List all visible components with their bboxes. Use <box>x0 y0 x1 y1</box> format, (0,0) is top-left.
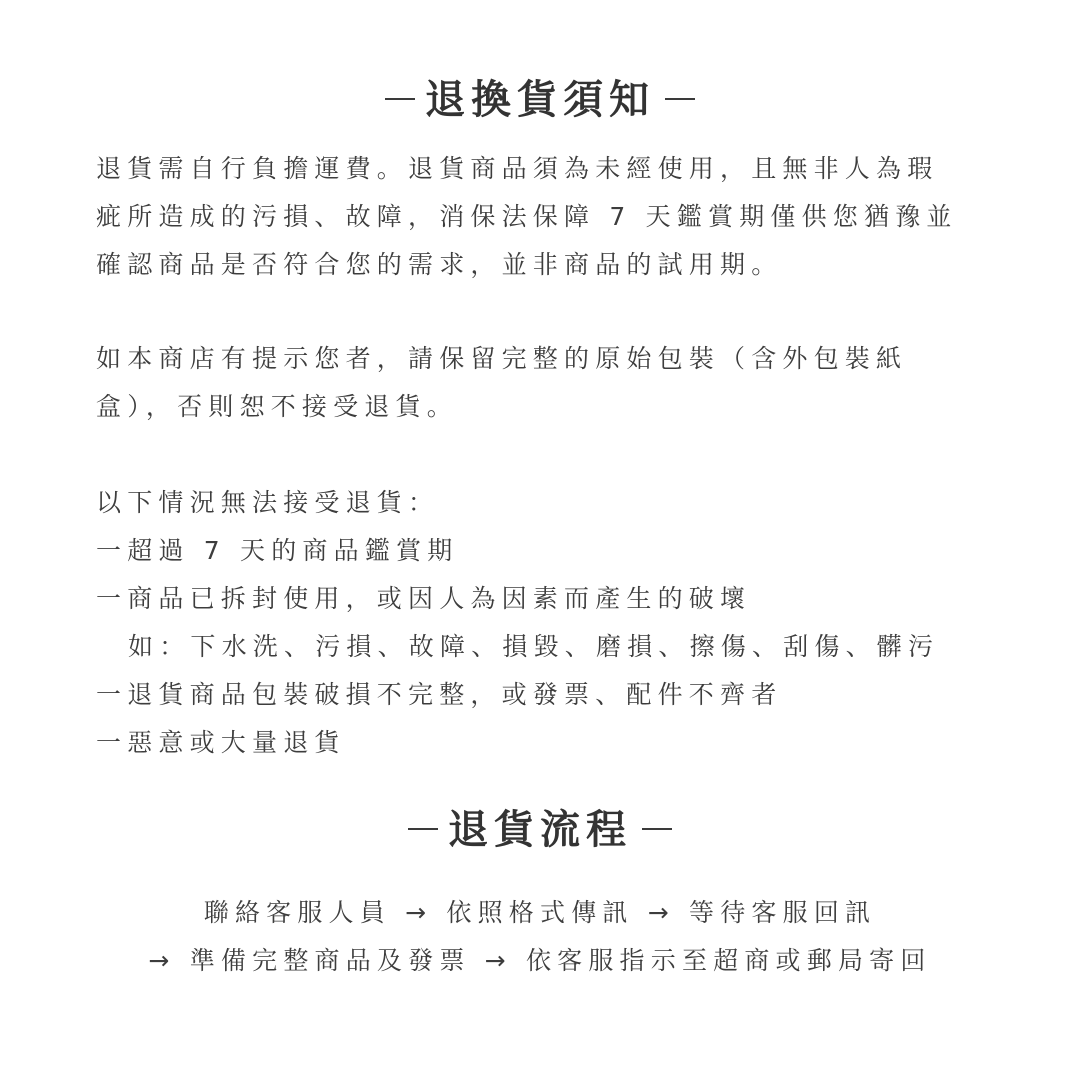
condition-item-detail: 如：下水洗、污損、故障、損毀、磨損、擦傷、刮傷、髒污 <box>128 632 940 661</box>
heading-dash-left <box>408 828 438 830</box>
policy-paragraph-line: 退貨需自行負擔運費。退貨商品須為未經使用，且無非人為瑕 <box>96 154 939 183</box>
returns-process-heading <box>0 798 1080 855</box>
packaging-paragraph-line: 盒），否則恕不接受退貨。 <box>96 392 458 421</box>
packaging-paragraph-line: 如本商店有提示您者，請保留完整的原始包裝（含外包裝紙 <box>96 344 908 373</box>
heading-dash-left <box>385 98 415 100</box>
returns-process-title: 退貨流程 <box>448 806 632 853</box>
policy-paragraph-line: 疵所造成的污損、故障，消保法保障 7 天鑑賞期僅供您猶豫並 <box>96 202 958 231</box>
heading-dash-right <box>665 98 695 100</box>
process-steps-line: → 準備完整商品及發票 → 依客服指示至超商或郵局寄回 <box>148 946 932 975</box>
returns-notice-heading <box>0 68 1080 125</box>
conditions-intro: 以下情況無法接受退貨： <box>96 488 440 517</box>
heading-dash-right <box>642 828 672 830</box>
process-steps-line: 聯絡客服人員 → 依照格式傳訊 → 等待客服回訊 <box>203 898 877 927</box>
condition-item: 一超過 7 天的商品鑑賞期 <box>96 536 459 565</box>
condition-item: 一商品已拆封使用，或因人為因素而產生的破壞 <box>96 584 752 613</box>
policy-paragraph-line: 確認商品是否符合您的需求，並非商品的試用期。 <box>96 250 783 279</box>
condition-item: 一退貨商品包裝破損不完整，或發票、配件不齊者 <box>96 680 783 709</box>
returns-notice-title: 退換貨須知 <box>425 76 655 123</box>
condition-item: 一惡意或大量退貨 <box>96 728 346 757</box>
